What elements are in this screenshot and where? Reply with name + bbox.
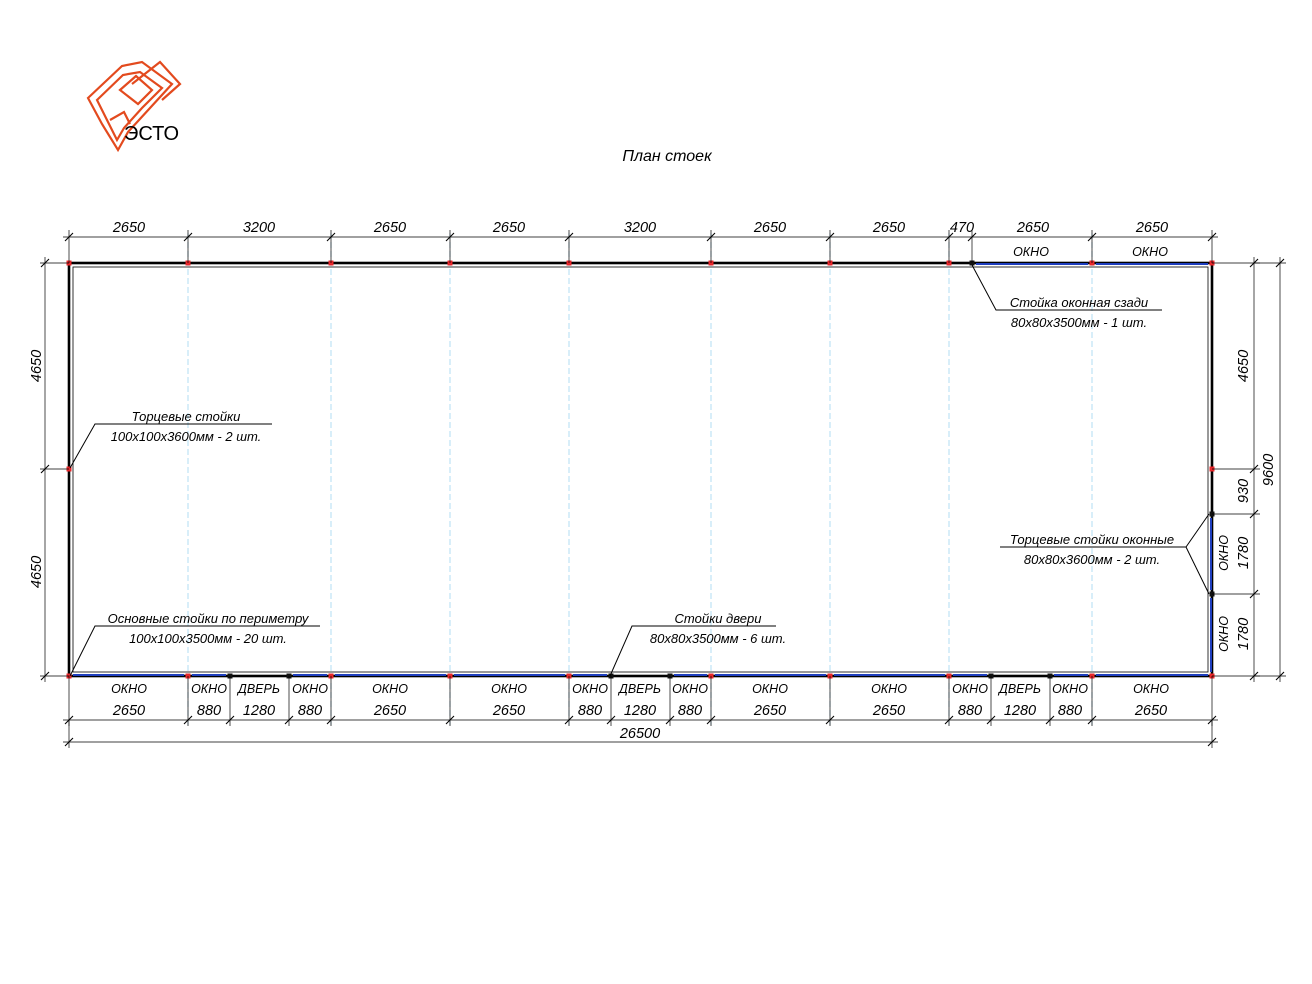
top-opening-2: ОКНО [1132, 245, 1168, 259]
bottom-opening-value-3: 1280 [242, 703, 276, 719]
column-grid-lines [188, 233, 1092, 728]
bottom-opening-value-13: 1280 [1003, 703, 1037, 719]
annotation-perimeter-posts-title: Основные стойки по периметру [107, 611, 309, 626]
top-dim-5: 3200 [623, 220, 657, 236]
top-dim-1: 2650 [112, 220, 146, 236]
bottom-opening-value-6: 2650 [492, 703, 526, 719]
top-opening-1: ОКНО [1013, 245, 1049, 259]
bottom-opening-label-11: ОКНО [871, 682, 907, 696]
bottom-opening-label-5: ОКНО [372, 682, 408, 696]
bottom-opening-label-4: ОКНО [292, 682, 328, 696]
top-dim-10: 2650 [1135, 220, 1169, 236]
bottom-opening-value-7: 880 [577, 703, 603, 719]
company-logo [88, 62, 180, 150]
top-dim-8: 470 [949, 220, 975, 236]
annotation-end-window-posts-spec: 80х80х3600мм - 2 шт. [1023, 552, 1161, 567]
annotation-rear-window-post [972, 265, 1162, 330]
annotation-rear-window-post-spec: 80х80х3500мм - 1 шт. [1010, 315, 1148, 330]
annotation-door-posts-spec: 80х80х3500мм - 6 шт. [649, 631, 787, 646]
top-dim-7: 2650 [872, 220, 906, 236]
right-dim-3: 1780 [1236, 536, 1252, 570]
right-opening-2: ОКНО [1217, 616, 1231, 652]
overall-depth: 9600 [1261, 453, 1277, 487]
bottom-opening-label-12: ОКНО [952, 682, 988, 696]
logo-text: ЭСТО [124, 123, 180, 145]
bottom-opening-value-1: 2650 [112, 703, 146, 719]
annotation-rear-window-post-title: Стойка оконная сзади [1009, 295, 1149, 310]
bottom-opening-label-14: ОКНО [1052, 682, 1088, 696]
top-dim-4: 2650 [492, 220, 526, 236]
annotation-perimeter-posts [70, 611, 320, 676]
bottom-dimension-labels [111, 682, 1169, 742]
bottom-opening-label-9: ОКНО [672, 682, 708, 696]
bottom-opening-value-12: 880 [957, 703, 983, 719]
bottom-opening-label-3: ДВЕРЬ [238, 682, 280, 696]
bottom-opening-label-7: ОКНО [572, 682, 608, 696]
left-dim-2: 4650 [29, 555, 45, 589]
bottom-opening-value-10: 2650 [753, 703, 787, 719]
annotation-end-posts [70, 409, 272, 468]
annotation-end-posts-spec: 100х100х3600мм - 2 шт. [110, 429, 262, 444]
drawing-title: План стоек [622, 148, 712, 165]
bottom-opening-label-10: ОКНО [752, 682, 788, 696]
bottom-opening-value-8: 1280 [623, 703, 657, 719]
top-dimension-labels [112, 220, 1168, 259]
bottom-opening-value-4: 880 [297, 703, 323, 719]
bottom-opening-label-15: ОКНО [1133, 682, 1169, 696]
bottom-opening-label-2: ОКНО [191, 682, 227, 696]
right-dim-1: 4650 [1236, 349, 1252, 383]
bottom-opening-value-14: 880 [1057, 703, 1083, 719]
bottom-opening-value-2: 880 [196, 703, 222, 719]
bottom-opening-label-6: ОКНО [491, 682, 527, 696]
overall-width: 26500 [619, 726, 661, 742]
bottom-opening-value-11: 2650 [872, 703, 906, 719]
annotation-end-window-posts-title: Торцевые стойки оконные [1009, 532, 1175, 547]
bottom-opening-label-1: ОКНО [111, 682, 147, 696]
bottom-opening-label-8: ДВЕРЬ [619, 682, 661, 696]
right-dim-2: 930 [1236, 478, 1252, 504]
annotation-door-posts-title: Стойки двери [674, 611, 762, 626]
bottom-opening-value-5: 2650 [373, 703, 407, 719]
annotation-perimeter-posts-spec: 100х100х3500мм - 20 шт. [129, 631, 287, 646]
right-dim-4: 1780 [1236, 617, 1252, 651]
right-opening-1: ОКНО [1217, 535, 1231, 571]
bottom-opening-label-13: ДВЕРЬ [999, 682, 1041, 696]
top-dim-2: 3200 [242, 220, 276, 236]
annotation-end-posts-title: Торцевые стойки [131, 409, 241, 424]
top-dim-6: 2650 [753, 220, 787, 236]
top-dim-9: 2650 [1016, 220, 1050, 236]
left-dim-1: 4650 [29, 349, 45, 383]
annotation-end-window-posts [1000, 514, 1209, 594]
annotation-door-posts [610, 611, 786, 676]
top-dim-3: 2650 [373, 220, 407, 236]
bottom-opening-value-15: 2650 [1134, 703, 1168, 719]
bottom-opening-value-9: 880 [677, 703, 703, 719]
